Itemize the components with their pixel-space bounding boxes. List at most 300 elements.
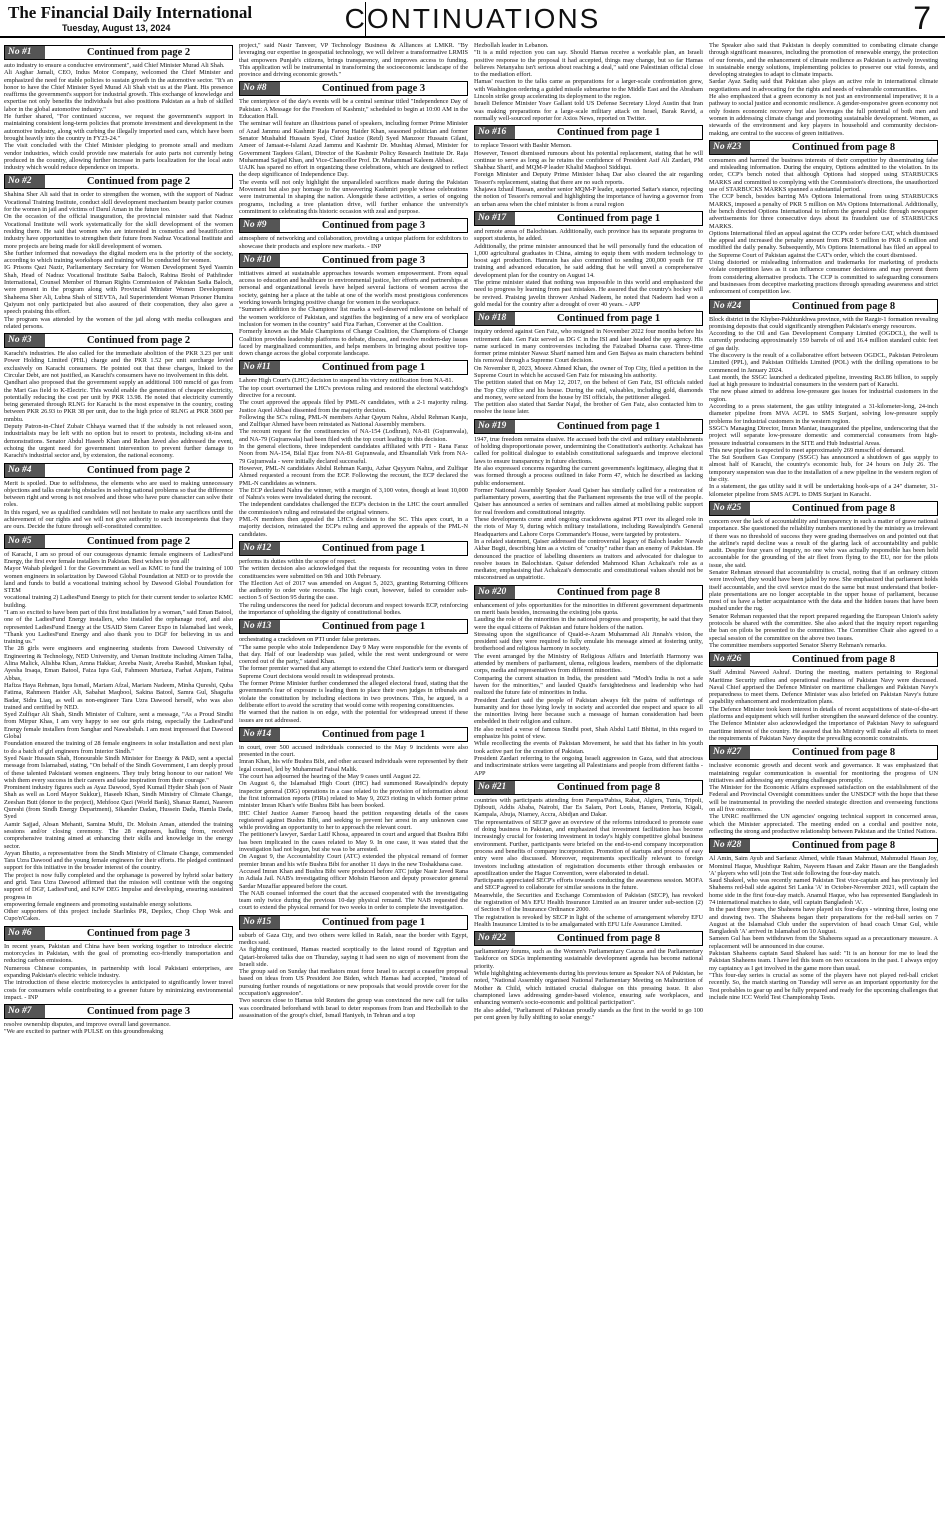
masthead (0, 0, 945, 38)
article-paragraph: The court has adjourned the hearing of the May 9 cases until August 22. (239, 773, 421, 781)
article-paragraph: of Karachi, I am so proud of our courageous dynamic female engineers of LadiesFund Energy, the first ever female installers in Pakistan. Best wishes to you all! (4, 550, 233, 565)
article-paragraph: Hezbollah leader in Lebanon. (474, 42, 549, 49)
article (709, 838, 938, 1001)
continued-from-label: Continued from page 8 (791, 747, 896, 759)
article-paragraph: "It is a mild rejection you can say. Should Hamas receive a workable plan, an Israeli positive response to the proposal it had accepted, things may change, but so far Hamas believes Netanyahu isn't serious about reaching a deal," said one Palestinian official close to the mediation effort. (474, 49, 703, 79)
article-body (474, 436, 703, 582)
article-paragraph: In this regard, we as qualified candidates will not hesitate to make any sacrifices until the achievement of our rights and we will not give authority to such incompetents that they are ours. Decide the future through self-constituted committee. (4, 508, 233, 531)
article-paragraph: The events will not only highlight the unparalleled sacrifices made during the Pakistan Movement but also pay homage to the unwavering Kashmiri people whose celebrations were instrumental in shaping the nation. Alongside these activities, a series of ongoing programs, including a tree plantation drive, will further enhance the university's commitment to celebrating this historic occasion with zeal and purpose. (239, 178, 468, 215)
article-number: No #3 (5, 334, 45, 347)
article-paragraph: orchestrating a crackdown on PTI under false pretenses. (239, 636, 381, 644)
article-paragraph: In the general elections, three independent candidates affiliated with PTI - Rana Faraz Noon from NA-154, Bilal Ejaz from NA-81 Gujranwala, and Ehsanullah Virk from NA-79 Gujranwala - were initially declared successful. (239, 443, 468, 465)
article-paragraph: Al Amin, Saim Ayub and Sarfaraz Ahmed, while Hasan Mahmud, Mahmudul Hasan Joy, Mominul Haque, Mushfiqur Rahim, Nayeem Hasan and Zakir Hasan are the Bangladesh 'A' players who will join the Test side following the four-day match. (709, 855, 938, 877)
article-body (4, 1021, 233, 1036)
article-header (474, 931, 703, 946)
article-paragraph: Senator Rehman stressed that accountability is crucial, noting that if an ordinary citizen were involved, they would have been jailed by now. She emphasized that parliament holds itself accountable, and the civil service must do the same but must understand that boiler-plate presentations are no longer acceptable in the upper house of parliament, because most of us have a better acquaintance with the data and the hidden issues that have been pushed under the rug. (709, 569, 938, 613)
article-body (239, 744, 468, 912)
article-paragraph: The registration is revoked by SECP in light of the scheme of arrangement whereby EFU Health Insurance Limited is to be amalgamated with EFU Life Assurance Limited. (474, 913, 703, 928)
article-paragraph: auto industry to ensure a conducive environment", said Chief Minister Murad Ali Shah. (4, 62, 225, 69)
article-paragraph: "Summer's addition to the Champions' list marks a well-deserved milestone on behalf of the women workforce of Pakistan, and signifies the beginning of a new era of workplace inclusion for women in the country" said Fiza Farhan, Convener at the Coalition. (239, 306, 468, 328)
article-body (709, 316, 938, 498)
article-paragraph: The Minister for the Economic Affairs expressed satisfaction on the establishment of the Federal and Provincial Oversight committees under the UNSDCF with the hope that these will be instrumental in providing the needed strategic direction and overseeing functions on all five outcomes. (709, 784, 938, 814)
article-body (239, 270, 468, 358)
article-paragraph: Israeli Defence Minister Yoav Gallant told US Defense Secretary Lloyd Austin that Iran was making preparations for a large-scale military attack on Israel, Barak Ravid, a normally well-sourced reporter for Axios News, reported on Twitter. (474, 100, 703, 122)
article-header (239, 253, 468, 268)
article-paragraph: President Zardari said the people of Pakistan always felt the pains of sufferings of humanity and for those lying lowly in society and accorded due respect and space to all the minorities living here because such a message of human consideration had been embedded in their religion and culture. (474, 696, 703, 726)
article-paragraph: "This four-day series is crucial as some of the players have not played red-ball cricket recently. So, the match starting on Tuesday will serve as an important opportunity for the Test probables to gear up and be fully prepared and ready for the upcoming challenges that include nine ICC World Test Championship Tests. (709, 971, 938, 1001)
article-paragraph: However, Tessori dismissed rumours about his potential replacement, stating that he will continue to serve as long as he retains the confidence of President Asif Ali Zardari, PM Shahbaz Sharif, and MQM-P leader Khalid Maqbool Siddiqui. (474, 149, 703, 172)
article-paragraph: The visit concluded with the Chief Minister pledging to promote small and medium vendor industries, which could provide raw materials for auto parts not currently being produced in the country, allowing further increase in parts localization for the local auto industry which would reduce dependence on imports. (4, 142, 233, 172)
article-body (709, 762, 938, 835)
article-paragraph: He also emphasized that a green economy is not just an environmental imperative; it is a pathway to social justice and economic resilience. A gender-responsive green economy not only fosters economic recovery but also leverages the full potential of both men and women in addressing climate change and promoting sustainable development. Women, as stewards of the environment and key players in household and community decision-making, are central to the success of green initiatives. (709, 93, 938, 137)
article-paragraph: The independent candidates challenged the ECP's decision in the LHC the court annulled the commission's ruling and reinstated the original winners. (239, 501, 468, 516)
article-body (474, 142, 703, 208)
article-paragraph: Block district in the Khyber-Pakhtunkhwa province, with the Razgir-1 formation revealing promising deposits that could significantly strengthen Pakistan's energy resources. (709, 315, 938, 330)
article-paragraph: Merit is spoiled. Due to selfishness, the elements who are used to making unnecessary objections and talks create big obstacles in solving national problems so that the difference between right and wrong is not resolved and those who have pure character can solve their roles. (4, 479, 233, 509)
article-paragraph: Formerly known as the Male Champions of Change Coalition, the Champions of Change Coalition provides leadership platforms to debate, discuss, and resolve modern-day issues faced by marginalized communities, and helps members in bringing about positive top-down change across the global corporate landscape. (239, 328, 468, 358)
continued-from-label: Continued from page 1 (321, 362, 426, 374)
article-paragraph: The petitioner's lawyer, Sardar Latif Khosa, appeared in court and argued that Bushra Bibi has been implicated in the cases related to May 9. In one case, it was stated that the investigation had not begun, but she was to be arrested. (239, 831, 468, 854)
article-number: No #21 (475, 781, 515, 794)
article-paragraph: Hafiza Haya Rehman, Iqra Ismail, Mariam Afzal, Mariam Nadeem, Minha Qureshi, Quba Fatima, Rahmeen Haider Ali, Sabahat Maqbool, Sakina Batool, Samra Gul, Shagufta Badar, Sidra Liaq, as well as non-engineer Tara Uzra Dawood herself, who was also trained and certified by NED. (4, 681, 233, 711)
article-number: No #11 (240, 361, 280, 374)
article-paragraph: While highlighting achievements during his previous tenure as Speaker NA of Pakistan, he noted, "National Assembly organised National Parliamentary Meeting on Malnutrition of Mother & Child, which initiated crucial dialogue on this pressing issue. It also championed laws addressing gender-based violence, ensuring safe workplaces, and enhancing women's socio-economic and political participation". (474, 970, 703, 1007)
continued-from-label: Continued from page 3 (321, 254, 426, 266)
article-paragraph: On August 9, the Accountability Court (ATC) extended the physical remand of former premier Imran and his wife Bushra Bibi for another 11 days in the new Toshakhana case. (239, 853, 468, 868)
article (474, 419, 703, 582)
article-paragraph: The recount request for the constituencies of NA-154 (Lodhran), NA-81 (Gujranwala), and NA-79 (Gujranwala) had been filed with the top court leading to this decision. (239, 428, 468, 443)
article-paragraph: Imran Khan, his wife Bushra Bibi, and other accused individuals were represented by their legal counsel, led by Muhammad Faisal Malik. (239, 758, 468, 773)
article-paragraph: The representatives of SECP gave an overview of the reforms introduced to promote ease of doing business in Pakistan, and emphasized that investment facilitation has become increasingly crucial for fostering investment in today's highly competitive global business environment. Further, participants were briefed on the end-to-end company incorporation process and benefits of company incorporation. Promotion of startups and process of easy entry were also discussed. Moreover, requirements specifically relevant to foreign investors including attestation of registration documents either through embassies or apostilization under the Hague Convention, were elaborated in detail. (474, 818, 703, 877)
article-paragraph: The ruling underscores the need for judicial decorum and respect towards ECP, reinforcing the importance of upholding the dignity of constitutional bodies. (239, 601, 468, 616)
article-paragraph: Additionally, the prime minister announced that he will personally fund the education of 1,000 agricultural graduates in China, aiming to equip them with modern technology to boost agri production. Hamrain has also committed to sending 200,000 youth for IT training and advanced education, he said adding that he will unveil a comprehensive development plan for the country on August 14. (474, 242, 703, 279)
article-header (239, 727, 468, 742)
article-paragraph: 1947, true freedom remains elusive. He accused both the civil and military establishments of holding disproportionate power, undermining the Constitution's authority. Achakzai has called for political dialogue to establish constitutional safeguards and improve electoral laws to ensure transparency in future elections. (474, 435, 703, 465)
article (4, 926, 233, 1001)
continued-from-label: Continued from page 2 (86, 47, 191, 58)
article-body (239, 42, 468, 78)
article-paragraph: The former Prime Minister further condemned the alleged electoral fraud, stating that the government's fear of exposure is leading them to place their own judges in tribunals and violate the constitution by including elections in two provinces. This, he argued, is a deliberate effort to avoid the scrutiny that would come with reopening constituencies. (239, 680, 468, 709)
article-paragraph: "The same people who stole Independence Day 9 May were responsible for the events of that day. Half of our leadership was jailed, while the rest went underground or were coerced out of the party," stated Khan. (239, 643, 468, 666)
article (474, 931, 703, 1021)
continued-from-label: Continued from page 3 (321, 83, 426, 95)
article-paragraph: Mayor Wahab pledged 1 for the Government as well as KMC to fund the training of 100 women engineers in solarization by Dawood Global Foundation at NED or to provide the land and funds to build a vocational training school by Dawood Global Foundation for STEM (4, 565, 233, 595)
article-body (709, 157, 938, 296)
article-header (4, 926, 233, 941)
article-body (709, 855, 938, 1001)
continued-from-label: Continued from page 1 (556, 313, 661, 325)
article (709, 42, 938, 137)
article-paragraph: The Election Act of 2017 was amended on August 5, 2023, granting Returning Officers the authority to order vote recounts. The high court, however, failed to consider sub-section 5 of Section 95 during the case. (239, 579, 468, 602)
article-paragraph: The event arranged by the Ministry of Religious Affairs and Interfaith Harmony was attended by members of parliament, ulema, religious leaders, members of the diplomatic corps, media and representatives from different minorities. (474, 652, 703, 675)
article-paragraph: The new phase aimed to address low-pressure gas issues for industrial customers in the region. (709, 388, 938, 403)
article-body (709, 669, 938, 742)
article-paragraph: On the occasion of the official inauguration, the provincial minister said that Nadraz Vocational Institute will work systematically for the skill development of the women residing there. He said that women who are interested in cosmetics and beautification industry have opportunities to strengthen their future from Nadraz Vocational Institute and more projects are being made for skill development of women. (4, 213, 233, 250)
article-header (709, 652, 938, 667)
article (239, 253, 468, 358)
issue-date: Tuesday, August 13, 2024 (62, 23, 171, 33)
article-paragraph: According to the Oil and Gas Development Company Limited (OGDCL), the well is currently producing approximately 159 barrels of oil and 16.4 million standard cubic feet of gas daily. (709, 330, 938, 352)
article-header (239, 541, 468, 556)
article-paragraph: "I am so excited to have been part of this first installation by a woman," said Eman Batool, one of the LadiesFund Energy installers, who installed the orphanage roof, and also represented LadiesFund Energy at the USAID Stem Career Expo in Islamabad last week, "Thank you LadiesFund Energy and also thank you to DGF for believing in us and training us." (4, 609, 233, 646)
article-number: No #16 (475, 126, 515, 139)
article-header (709, 140, 938, 155)
article-paragraph: He also recited a verse of famous Sindhi poet, Shah Abdul Latif Bhittai, in this regard to emphasize his point of view. (474, 725, 703, 741)
article (239, 81, 468, 215)
article-paragraph: He also added, "Parliament of Pakistan proudly stands as the first in the world to go 100 per cent green by fully shifting to solar energy." (474, 1006, 703, 1021)
article-paragraph: enhancement of jobs opportunities for the minorities in different government departments on merit basis besides, increasing the existing jobs quota. (474, 601, 703, 616)
continued-from-label: Continued from page 3 (86, 927, 191, 939)
article-number: No #12 (240, 542, 280, 555)
article-paragraph: On August 6, the Islamabad High Court (IHC) had summoned Rawalpindi's deputy inspector general (DIG) operations in a case related to the provision of information about the first information reports (FIRs) related to May 9, 2023 rioting in which former prime minister Imran Khan's wife Bushra Bibi has been booked. (239, 780, 468, 810)
article-paragraph: According to a press statement, the gas utility integrated a 31-kilometer-long, 24-inch diameter pipeline from MVA ACPL to SMS Surjani, solving low-pressure supply problems for industrial customers in the western region. (709, 403, 938, 425)
article-paragraph: On November 8, 2023, Moeez Ahmed Khan, the owner of Top City, filed a petition in the Supreme Court in which he accused Gen Faiz for misusing his authority. (474, 364, 703, 379)
article-body (4, 480, 233, 531)
article-paragraph: Two sources close to Hamas told Reuters the group was convinced the new call for talks was coordinated beforehand with Israel to deter responses from Iran and Hezbollah to the assassination of the group's chief, Ismail Haniyeh, in Tehran and a top (239, 997, 468, 1019)
article-paragraph: The Speaker also said that Pakistan is deeply committed to combating climate change through significant measures, including the promotion of renewable energy, the protection of our forests, and the enhancement of climate resilience as Pakistan is actively investing in sustainable energy solutions, implementing policies to preserve our vital forests, and developing strategies to adapt to climate impacts. (709, 42, 938, 79)
article-body (4, 943, 233, 1001)
continued-from-label: Continued from page 2 (86, 535, 191, 547)
article-paragraph: In the past three years, the Shaheens have played six four-days - winning three, losing one and drawing two. The Shaheens began their preparations for the red-ball series on 7 August at the Islamabad Club under the supervision of head coach Umar Gul, while Bangladesh 'A' arrived in Islamabad on 10 August. (709, 906, 938, 936)
article-body (709, 42, 938, 137)
article-header (4, 174, 233, 189)
article-body (239, 558, 468, 616)
article-header (474, 780, 703, 795)
article-paragraph: The committee members supported Senator Sherry Rehman's remarks. (709, 641, 887, 649)
article-paragraph: The CCP bench, besides barring M/s Options International from using STARBUCKS MARKS, imposed a penalty of PKR 5 million on M/s Options International. Additionally, the bench directed Options International to inform the general public through newspaper advertisements for three consecutive days about its fraudulent use of STARBUCKS MARKS. (709, 193, 938, 230)
article-paragraph: resolve ownership disputes, and improve overall land governance. (4, 1021, 171, 1029)
article (239, 42, 468, 78)
article (4, 45, 233, 171)
article-paragraph: He further shared, "For continued success, we request the government's support in maintaining consistent long-term policies that promote investment and development in the automotive industry, along with curbing the illegally imported used cars, which have been brought heavily into the country in FY23-24." (4, 113, 233, 142)
article-number: No #28 (710, 839, 750, 852)
article-paragraph: performs its duties within the scope of respect. (239, 557, 357, 565)
article-number: No #1 (5, 46, 45, 59)
article-number: No #19 (475, 420, 515, 433)
article-number: No #24 (710, 300, 750, 313)
article-paragraph: As fighting continued, Hamas reacted sceptically to the latest round of Egyptian and Qatari-brokered talks due on Thursday, saying it had seen no sign of movement from the Israeli side. (239, 946, 468, 968)
article-paragraph: President Zardari referring to the ongoing Israeli aggression in Gaza, said that atrocious and indiscriminate strikes were targeting all Palestinians and people from different faiths - APP (474, 754, 703, 777)
article-paragraph: Foreign Minister and Deputy Prime Minister Ishaq Dar also cleared the air regarding Tessori's replacement, stating that there are no such reports. (474, 171, 703, 186)
continued-from-label: Continued from page 3 (321, 220, 426, 232)
article-paragraph: to replace Tessori with Bashir Memon. (474, 142, 572, 150)
article-paragraph: In a statement, the gas utility said it will be undertaking hook-ups of a 24" diameter, 31-kilometer pipeline from SMS ACPL to DMS Surjani in Karachi. (709, 483, 938, 498)
article-body (474, 797, 703, 928)
article-number: No #17 (475, 212, 515, 225)
article-number: No #15 (240, 916, 280, 929)
page-number: 7 (913, 0, 931, 36)
article-header (239, 619, 468, 634)
article (4, 174, 233, 330)
column-3 (474, 42, 703, 1525)
article (474, 125, 703, 208)
article (239, 360, 468, 538)
article-paragraph: The NAB counsel informed the court that the accused cooperated with the investigating team only twice during the previous 10-day physical remand. The NAB requested the court to extend the physical remand for two weeks in order to complete the investigation. (239, 889, 468, 912)
article-body (474, 602, 703, 777)
article-body (239, 932, 468, 1020)
article-paragraph: Staff Admiral Naveed Ashraf. During the meeting, matters pertaining to Regional Maritime Security milieu and operational readiness of Pakistan Navy were discussed. Naval Chief apprised the Defence Minister on maritime challenges and Pakistan Navy's preparedness to meet them. Defence Minister was also briefed on Pakistan Navy's future capability enhancement and modernization plans. (709, 669, 938, 706)
article-paragraph: The Defence Minister took keen interest in details of recent acquisitions of state-of-the-art platforms and equipment which will further strengthen the seaward defence of the country. The Defence Minister also acknowledged the importance of Pakistan Navy to safeguard maritime interest of the country. He assured that his Ministry will make all efforts to meet the requirements of Pakistan Navy despite the prevailing economic constraints. (709, 705, 938, 742)
article-body (239, 235, 468, 250)
article-paragraph: Stressing upon the significance of Quaid-e-Azam Muhammad Ali Jinnah's vision, the president said they were required to fully emulate his message aimed at fostering unity, brotherhood and religious harmony in society. (474, 630, 703, 653)
article-number: No #14 (240, 728, 280, 741)
article-paragraph: The written decision also acknowledged that the requests for recounting votes in three constituencies were submitted on 9th and 10th February. (239, 565, 468, 580)
newspaper-title: The Financial Daily International (8, 3, 253, 22)
article (4, 463, 233, 531)
article-paragraph: Last month, the SSGC launched a dedicated pipeline, investing Rs3.86 billion, to supply fuel at high pressure to industrial consumers in the western part of Karachi. (709, 373, 938, 389)
article-paragraph: Other supporters of this project include Starlinks PR, Depilex, Chop Chop Wok and Cupo'n'Cakes. (4, 908, 233, 923)
article-number: No #20 (475, 586, 515, 599)
continued-from-label: Continued from page 1 (556, 212, 661, 224)
article-number: No #27 (710, 746, 750, 759)
article-paragraph: in court, over 500 accused individuals connected to the May 9 incidents were also presented in the court. (239, 743, 468, 759)
article-paragraph: Participants appreciated SECP's efforts towards conducting the awareness session. MOFA and SECP agreed to collaborate for similar sessions in the future. (474, 877, 703, 892)
article-paragraph: Using distorted or misleading information and trademarks for marketing of products violate competition laws as it can influence consumer decisions and may prevent them from considering alternative products. The CCP is committed to safeguarding consumers and businesses from deceptive marketing practices through spreading awareness and strict enforcement of competition law. (709, 259, 938, 296)
article-paragraph: Syed Nasir Hussain Shah, Honourable Sindh Minister for Energy & P&D, sent a special message from Islamabad, stating, "On behalf of the Sindh Government, I am deeply proud of these talented Pakistani women engineers. They truly bring honour to our nation! We wish them every success in their careers and take inspiration from their courage." (4, 754, 233, 784)
article (474, 42, 703, 122)
article-header (709, 745, 938, 760)
article-paragraph: Following the SC's ruling, PML-N members Azhar Qayum Nahra, Abdul Rehman Kanju, and Zulfiqar Ahmed have been reinstated as National Assembly members. (239, 413, 468, 429)
article-paragraph: The centerpiece of the day's events will be a central seminar titled "Independence Day of Pakistan: A Message for the Freedom of Kashmir," scheduled to begin at 10:00 AM in the Education Hall. (239, 98, 468, 121)
article-body (474, 42, 703, 122)
continued-from-label: Continued from page 1 (321, 916, 426, 928)
article-number: No #9 (240, 219, 280, 232)
continued-from-label: Continued from page 8 (791, 502, 896, 514)
article-paragraph: The project is now fully completed and the orphanage is powered by hybrid solar battery and grid. Tara Uzra Dawood affirmed that the mission will continue with the ongoing support of DGF, LadiesFund, and KJW DEG Impulse and developing, ensuring sustained progress in (4, 871, 233, 901)
article (709, 745, 938, 835)
article-paragraph: Numerous Chinese companies, in partnership with local Pakistani enterprises, are expanding Pakistan's electric vehicle industry. (4, 964, 233, 979)
article-paragraph: and remote areas of Balochistan. Additionally, each province has its separate programs to support students, he added. (474, 227, 703, 243)
article-header (709, 501, 938, 516)
article-paragraph: IG Prisons Qazi Nazir, Parliamentary Secretary for Women Development Syed Yasmin Shah, Head of Nadraz Vocational Institute Saiba Baloch, Rabina Brohi of Pathfinder International, Counsel Member of Human Rights Commission of Pakistan Sadia Baloch, were present in the program along with Provincial Minister Women Development Shaheena Sher Ali, Lubna Shah of SIEVTA, Jail Superintendent Woman Prisoner Humira Qaiyum not only participated but also assured of their cooperation, they also gave a speech praising this effort. (4, 264, 233, 316)
article-paragraph: SSGC's Managing Director, Imran Maniar, inaugurated the pipeline, underscoring that the project will separate low-pressure domestic and commercial consumers from high-pressure industrial consumers in the SITE and Hub Industrial Areas. (709, 424, 938, 447)
continued-from-label: Continued from page 8 (556, 933, 661, 945)
article-number: No #4 (5, 464, 45, 477)
article (239, 915, 468, 1020)
continued-from-label: Continued from page 3 (86, 1006, 191, 1018)
article-body (4, 551, 233, 923)
article-paragraph: Senator Rehman requested that the report prepared regarding the European Union's safety protocols be shared with the committee. She also asked that the inquiry report regarding the ban on pilots be presented to the committee. The Committee Chair also agreed to a special session of the committee on the above two issues. (709, 612, 938, 642)
continued-from-label: Continued from page 8 (791, 840, 896, 852)
article (709, 652, 938, 742)
article-header (239, 360, 468, 375)
column-1 (4, 42, 233, 1525)
article-header (474, 585, 703, 600)
article-paragraph: Deputy Patron-in-Chief Zubair Chhaya warned that if the subsidy is not released soon, industrialists may be left with no option but to resort to protests, including sit-ins and demonstrations. Senator Abdul Haseeb Khan and Rehan Javed also addressed the event, echoing the urgent need for government intervention to prevent further damage to Karachi's industrial sector and, by extension, the national economy. (4, 423, 233, 460)
article-paragraph: Hamas' reaction to the talks came as preparations for a larger-scale confrontation grew, with Washington ordering a guided missile submarine to the Middle East and the Abraham Lincoln strike group accelerating its deployment to the region. (474, 78, 703, 101)
article-paragraph: This new pipeline is expected to meet approximately 269 mmscfd of demand. (709, 446, 905, 454)
article-paragraph: countries with participants attending from Parepa/Pabiss, Rabat, Algiers, Tunis, Tripoli, Djibouti, Addis Ababa, Nairobi, Dar Es Salam, Port Louis, Harare, Pretoria, Kigali, Kampala, Abuja, Niamey, Accra, Abidjan and Dakar. (474, 796, 703, 819)
article-paragraph: The top court overturned the LHC's previous ruling and restored the electoral watchdog's directive for a recount. (239, 384, 468, 399)
article-paragraph: She further informed that nowadays the digital modern era is the priority of the society, according to which training workshops and training will be conducted for women. (4, 249, 233, 265)
article-paragraph: The discovery is the result of a collaborative effort between OGDCL, Pakistan Petroleum Limited (PPL), and Pakistan Oilfields Limited (POL) with the drilling operations to be commenced in January 2024. (709, 351, 938, 374)
article-paragraph: The prime minister stated that nothing was impossible in this world and emphasized the need to progress by learning from past mistakes. He assured that the country's hockey will be revived. Praising javelin thrower Arshad Nadeem, he noted that Nadeem had won a gold medal for the country after a drought of over 40 years. - APP (474, 279, 703, 308)
article-paragraph: The 28 girls were engineers and engineering students from Dawood University of Engineering & Technology, NED University, and Usman Institute including Aimen Talha, Alina Malick, Alishba Khan, Amna Hakkar, Areeba Nasir, Areeba Rashid, Muskan Iqbal, Ayesha Irsaqa, Eman Batool, Faiza Iqra Gul, Fahmeen Murtaza, Farhat Anjum, Fatima Abbas, (4, 645, 233, 682)
article-paragraph: Aamir Sajjad, Ahsan Mehanti, Samina Mufti, Dr. Mohsin Aman, attended the training sessions and/or closing ceremony. The 28 engineers, hailing from, received comprehensive training aimed at enhancing their skills and knowledge in the energy sector. (4, 820, 233, 850)
article-paragraph: The petition stated that on May 12, 2017, on the behest of Gen Faiz, ISI officials raided the Top City office and his house. During the raid, valuables, including gold, diamonds and money, were seized from the house by ISI officials, the petitioner alleged. (474, 379, 703, 401)
article-paragraph: Accused Imran Khan and Bushra Bibi were produced before ATC judge Nasir Javed Rana in Adiala Jail. NAB's investigating officer Mohsin Haroon and deputy prosecutor general Sardar Muzaffar appeared before the court. (239, 867, 468, 890)
article-paragraph: In recent years, Pakistan and China have been working together to introduce electric motorcycles in Pakistan, with the goal of promoting eco-friendly transportation and reducing carbon emissions. (4, 942, 233, 965)
article-body (709, 518, 938, 649)
article (474, 780, 703, 928)
article-paragraph: suburb of Gaza City, and two others were killed in Rafah, near the border with Egypt, medics said. (239, 931, 468, 946)
article-paragraph: Karachi's industries. He also called for the immediate abolition of the PKR 3.23 per unit Power Holding Limited (PHL) charge and the PKR 1.52 per unit surcharge levied exclusively on Karachi consumers. He pointed out that these charges, linked to the Circular Debt, are not justified, as Karachi's consumers have no involvement in this debt. (4, 350, 233, 379)
article-number: No #23 (710, 141, 750, 154)
article-paragraph: He warned that the nation is on edge, with the potential for widespread unrest if these issues are not addressed. (239, 709, 468, 724)
article-paragraph: Foundation ensured the training of 28 female engineers in solar installation and next plan to do a batch of girl engineers from Interior Sindh." (4, 740, 233, 755)
article-paragraph: empowering female engineers and promoting sustainable energy solutions. (4, 900, 193, 908)
continued-from-label: Continued from page 1 (321, 728, 426, 740)
article-number: No #8 (240, 82, 280, 95)
article-paragraph: While recollecting the events of Pakistan Movement, he said that his father in his youth took active part for the creation of Pakistan. (474, 740, 703, 755)
continued-from-label: Continued from page 1 (321, 621, 426, 633)
article-header (4, 45, 233, 60)
article-paragraph: initiatives aimed at sustainable approaches towards women empowerment. From equal access to education and healthcare to environmental justice, her efforts and partnerships at personal and organizational levels have helped several factions of women across the society, gaining her a place at the table at one of the world's most prestigious conferences working towards bringing positive change for women in the workspace. (239, 269, 468, 307)
article (709, 299, 938, 498)
article (709, 140, 938, 296)
article-paragraph: Syed Zulfiqar Ali Shah, Sindh Minister of Culture, sent a message, "As a Proud Sindhi from Mirpur Khas, I am very happy to see our girls rising, especially the LadiesFund Energy female installers from Sanghar and Nawabshah. I am most impressed that Dawood Global (4, 711, 233, 741)
article-header (474, 311, 703, 326)
article (709, 501, 938, 649)
article-paragraph: Khajawa Izhaul Hassan, another senior MQM-P leader, supported Sattar's stance, rejecting the notion of Tessori's removal and highlighting the importance of having a governor from an urban area when the chief minister is from a rural region (474, 186, 703, 208)
article-paragraph: The Sui Southern Gas Company (SSGC) has announced a shutdown of gas supply to almost half of Karachi, the country's economic hub, for 24 hours on July 26. The temporary suspension was due to the installation of a new pipeline in the western region of the city. (709, 454, 938, 484)
article-paragraph: Former National Assembly Speaker Asad Qaiser has similarly called for a restoration of parliamentary powers, asserting that the Parliament represents the true will of the people. Qaiser has announced a series of seminars and rallies aimed at mobilising public support for real freedom and constitutional integrity. (474, 486, 703, 516)
article-paragraph: inquiry ordered against Gen Faiz, who resigned in November 2022 four months before his retirement date. Gen Faiz served as DG C in the ISI and later headed the spy agency. His name surfaced in many controversies including the Faizabad Dharna case. Three-time former prime minister Nawaz Sharif named him and Gen Bajwa as main characters behind his removal through a Supreme Court decision. (474, 328, 703, 365)
article-paragraph: Comparing the current situation in India, the president said "Modi's India is not a safe haven for the minorities," and lauded Quaid's farsightedness and leadership who had realized the future fate of minorities in India. (474, 674, 703, 697)
article-paragraph: Ayyan Bhutto, a representative from the Sindh Ministry of Climate Change, commended Tara Uzra Dawood and the young female engineers for their efforts. He pledged continued support for this initiative in the broader interest of the country. (4, 849, 233, 872)
article-header (474, 211, 703, 226)
article-columns (4, 42, 941, 1525)
article-number: No #10 (240, 254, 280, 267)
article-paragraph: PML-N members then appealed the LHC's decision to the SC. This apex court, in a majority decision, reinstated the ECP's ruling and approved the appeals of the PML-N candidates. (239, 516, 468, 538)
article (239, 218, 468, 250)
article-paragraph: Prominent industry figures such as Ayaz Dawood, Syed Kumail Hyder Shah (son of Nasir Shah as well as Lord Mayor Sukkur), Haseeb Khan, Sindh Ministry of Climate Change, Zeeshan Butt (donor to the project), Mehfooz Qazi (World Bank), Shanaz Ramzi, Nasreen Qureshi (from Sindh Energy Department), Sikander Dadan, Hussein Dada, Hamla Dada, Syed (4, 784, 233, 821)
article-paragraph: Ali Asghar Jamali, CEO, Indus Motor Company, welcomed the Chief Minister and emphasized the need for stable policies to sustain growth in the automotive sector. "It's an honor to have the Chief Minister Syed Murad Ali Shah visit us at the Plant. His presence reaffirms the government's support for industrial growth. This exchange of knowledge and expertise not only benefits the individuals but also positions Pakistan as a hub of skilled labor in the global automotive industry." (4, 69, 233, 113)
article-paragraph: Qandhari also proposed that the government supply an additional 100 mmcfd of gas from the Mari Gas field to K-Electric. This would enable the generation of cheaper electricity, potentially reducing the cost per unit by PKR 13.98. He noted that electricity currently being generated through RLNG for Karachi is the most expensive in the country, costing between PKR 26.93 to PKR 38 per unit, due to the high price of RLNG at PKR 3600 per mmbtu. (4, 379, 233, 423)
article-paragraph: IHC Chief Justice Aamer Farooq heard the petition requesting details of the cases registered against Bushra Bibi, and seeking to prevent her arrest in any unknown case while providing an opportunity to her to approach the relevant court. (239, 809, 468, 832)
article-paragraph: concern over the lack of accountability and transparency in such a matter of grave national importance. She questioned the reliability numbers mentioned by the ministry as irrelevant if there was no threshold of success they were grading themselves on and pointed out that the airline's rapid decline was a result of the glaring lack of accountability and public audit. Despite four years of inquiry, no one who was actually responsible has been held accountable for the grounding of the air fleet from flying to the EU, nor for the pilots issue, she said. (709, 517, 938, 569)
article-paragraph: The ECP declared Nahra the winner, with a margin of 3,100 votes, though at least 10,000 of Nahra's votes were invalidated during the recount. (239, 486, 468, 502)
article-header (239, 218, 468, 233)
article-paragraph: The introduction of these electric motorcycles is anticipated to significantly lower travel costs for consumers while contributing to a greener future by minimizing environmental impact. - INP (4, 979, 233, 1001)
article-header (474, 419, 703, 434)
continued-from-label: Continued from page 1 (556, 127, 661, 139)
article-paragraph: The seminar will feature an illustrious panel of speakers, including former Prime Minister of Azad Jammu and Kashmir Raja Farooq Haider Khan, seasoned politician and former Senator Mushahid Hussain Syed, Chief Justice (Retd) Syed Manzoor Hussain Gilani, Ameer of Jamaat-e-Islami Azad Jammu and Kashmir Dr. Mushtaq Ahmad, Minister for Government Taqdees Gilani, Director of the Kashmir Policy Research Institute Dr. Raja Muhammad Sajjad Khan, and Vice-Chancellor Prof. Dr. Muhammad Kaleem Abbasi. (239, 120, 468, 164)
article-paragraph: The group said on Sunday that mediators must force Israel to accept a ceasefire proposal based on ideas from US President Joe Biden, which Hamas had accepted, "instead of pursuing further rounds of negotiations or new proposals that would provide cover for the occupation's aggression". (239, 968, 468, 998)
article-paragraph: These developments come amid ongoing crackdowns against PTI over its alleged role in the riots of May 9, during which military installations, including Rawalpindi's General Headquarters and Lahore Corps Commander's House, were targeted by protesters. (474, 516, 703, 538)
article-paragraph: Sameen Gul has been withdrawn from the Shaheens squad as a precautionary measure. A replacement will be announced in due course. (709, 935, 938, 950)
article-header (4, 1004, 233, 1019)
article-paragraph: UAJK has spared no effort in organizing these celebrations, which are designed to reflect the deep significance of Independence Day. (239, 164, 468, 179)
continued-from-label: Continued from page 8 (556, 781, 661, 793)
article-paragraph: The UNRC reaffirmed the UN agencies' ongoing technical support in concerned areas, which the Minister appreciated. The meeting ended on a cordial and positive note, reflecting the strong and productive relationship between Pakistan and the United Nations. (709, 813, 938, 835)
continued-from-label: Continued from page 2 (86, 464, 191, 476)
article-paragraph: However, PML-N candidates Abdul Rehman Kanju, Azhar Qayyum Nahra, and Zulfiqar Ahmed requested a recount from the ECP. Following the recount, the ECP declared the PML-N candidates as winners. (239, 464, 468, 487)
article-paragraph: The program was attended by the women of the jail along with media colleagues and related persons. (4, 315, 233, 330)
continued-from-label: Continued from page 2 (86, 176, 191, 188)
article-number: No #22 (475, 932, 515, 945)
article (239, 727, 468, 912)
article-body (4, 62, 233, 171)
article-paragraph: atmosphere of networking and collaboration, providing a unique platform for exhibitors to showcase their products and explore new markets. - INP (239, 235, 468, 250)
article-paragraph: He also expressed concerns regarding the current government's legitimacy, alleging that it was formed through a process outlined in fake Form 47, which he described as lacking public endorsement. (474, 464, 703, 487)
article-body (239, 377, 468, 538)
article-body (474, 948, 703, 1021)
article (4, 333, 233, 459)
article-header (239, 915, 468, 930)
section-title: CONTINUATIONS (344, 3, 601, 34)
article (474, 585, 703, 777)
article-paragraph: inclusive economic growth and decent work and governance. It was emphasized that maintaining regular communication is essential for monitoring the progress of UN initiatives and addressing any emerging challenges promptly. (709, 762, 938, 784)
article (239, 541, 468, 616)
article-body (474, 228, 703, 308)
column-4 (709, 42, 938, 1525)
article-header (709, 299, 938, 314)
article-body (239, 636, 468, 724)
article-number: No #2 (5, 175, 45, 188)
article-header (239, 81, 468, 96)
continued-from-label: Continued from page 8 (791, 300, 896, 312)
article-paragraph: The petition also stated that Sardar Najaf, the brother of Gen Faiz, also contacted him to resolve the issue later. (474, 401, 703, 416)
article-paragraph: In a related statement, Qaiser addressed the controversial legacy of Baloch leader Nawab Akbar Bugti, describing him as a victim of "cruelty" rather than an enemy of Pakistan. He denounced the practice of labelling dissenters as traitors and advocated for dialogue to resolve issues in Balochistan. Qaisar defended Mahmood Khan Achakzai's role as a mediator, emphasising that Achakzai's democratic and constitutional values should not be misconstrued as unpatriotic. (474, 537, 703, 582)
continued-from-label: Continued from page 1 (321, 542, 426, 554)
article-header (709, 838, 938, 853)
article-body (4, 191, 233, 330)
article-number: No #5 (5, 535, 45, 548)
article (4, 1004, 233, 1036)
article-paragraph: Lahore High Court's (LHC) decision to suspend his victory notification from NA-81. (239, 377, 454, 385)
column-2 (239, 42, 468, 1525)
article-number: No #25 (710, 502, 750, 515)
article-paragraph: Sardar Ayaz Sadiq said that Pakistan also plays an active role in international climate negotiations and in advocating for the rights and needs of vulnerable communities. (709, 78, 938, 93)
article-header (4, 534, 233, 549)
article-paragraph: Meanwhile, the Securities and Exchange Commission of Pakistan (SECP), has revoked the registration of M/s EFU Health Insurance Limited as an insurer under sub-section (2) of Section 9 of the Insurance Ordinance 2000. (474, 891, 703, 914)
article-header (474, 125, 703, 140)
article-number: No #18 (475, 312, 515, 325)
article-paragraph: The former premier warned that any attempt to extend the Chief Justice's term or disregard Supreme Court decisions would result in widespread protests. (239, 665, 468, 680)
article-paragraph: "We are excited to partner with PULSE on this groundbreaking (4, 1028, 164, 1036)
article-number: No #7 (5, 1005, 45, 1018)
article-paragraph: vocational training 2) LadiesFund Energy to pitch for their current tender to solarize KMC building. (4, 594, 233, 609)
article-paragraph: project," said Nasir Tanveer, VP Technology Business & Alliances at LMKR. "By leveraging our expertise in geospatial technology, we will deliver a transformative LRMIS that empowers Punjab's citizens, brings transparency, and improves access to funding. This application will be instrumental in transforming the socioeconomic landscape of the province and driving economic growth." (239, 42, 468, 79)
article-paragraph: Pakistan Shaheens captain Saud Shakeel has said: "It is an honour for me to lead the Pakistan Shaheens team. I have led this team on two occasions in the past. I always enjoy my captaincy as I get involved in the game more than usual. (709, 950, 938, 972)
article (4, 534, 233, 923)
continued-from-label: Continued from page 8 (791, 654, 896, 666)
article-paragraph: The court approved the appeals filed by PML-N candidates, with a 2-1 majority ruling. Justice Aqeel Abbasi dissented from the majority decision. (239, 399, 468, 414)
article-paragraph: Options International filed an appeal against the CCP's order before CAT, which dismissed the appeal and increased the penalty amount from PKR 5 million to PKR 6 million and modified the daily penalty. Subsequently, M/s Options International has filed an appeal to the Supreme Court of Pakistan against the CAT's order, which the court dismissed. (709, 229, 938, 259)
article-paragraph: Saud Shakeel, who was recently named Pakistan Test vice-captain and has previously led Shaheens red-ball side against Sri Lanka 'A' in October-November 2021, will captain the home side in the first four-day match. Anamul Haque, who has represented Bangladesh in 74 international matches to date, will captain Bangladesh 'A'. (709, 877, 938, 906)
continued-from-label: Continued from page 1 (556, 420, 661, 432)
continued-from-label: Continued from page 8 (791, 141, 896, 153)
article-paragraph: Lauding the role of the minorities in the national progress and prosperity, he said that they were the equal citizens of Pakistan and future holders of the nation. (474, 616, 703, 631)
article-paragraph: Shahina Sher Ali said that in order to strengthen the women, with the support of Nadraz Vocational Training Institute, conduct skill development mechanism beauty parlor courses for the women in jail and victims of Darul Aman in the future too. (4, 191, 233, 214)
article-number: No #6 (5, 927, 45, 940)
article (239, 619, 468, 724)
article-number: No #13 (240, 620, 280, 633)
article (474, 311, 703, 416)
article (474, 211, 703, 308)
article-paragraph: parliamentary forums, such as the Women's Parliamentary Caucus and the Parliamentary Taskforce on SDGs implementing sustainable development agenda has become national priority. (474, 948, 703, 970)
article-header (4, 333, 233, 348)
continued-from-label: Continued from page 8 (556, 586, 661, 598)
article-paragraph: consumers and harmed the business interests of their competitor by disseminating false and misleading information. During the enquiry, Options admitted to the violation. In its order, CCP's bench noted that although Options had stopped using STARBUCKS MARKS and committed to complying with the Commission's directions, the unauthorized use of STARBUCKS MARKS spanned a substantial period. (709, 156, 938, 194)
continued-from-label: Continued from page 2 (86, 335, 191, 347)
article-body (4, 350, 233, 459)
article-body (239, 98, 468, 215)
article-header (4, 463, 233, 478)
article-body (474, 328, 703, 416)
article-number: No #26 (710, 653, 750, 666)
